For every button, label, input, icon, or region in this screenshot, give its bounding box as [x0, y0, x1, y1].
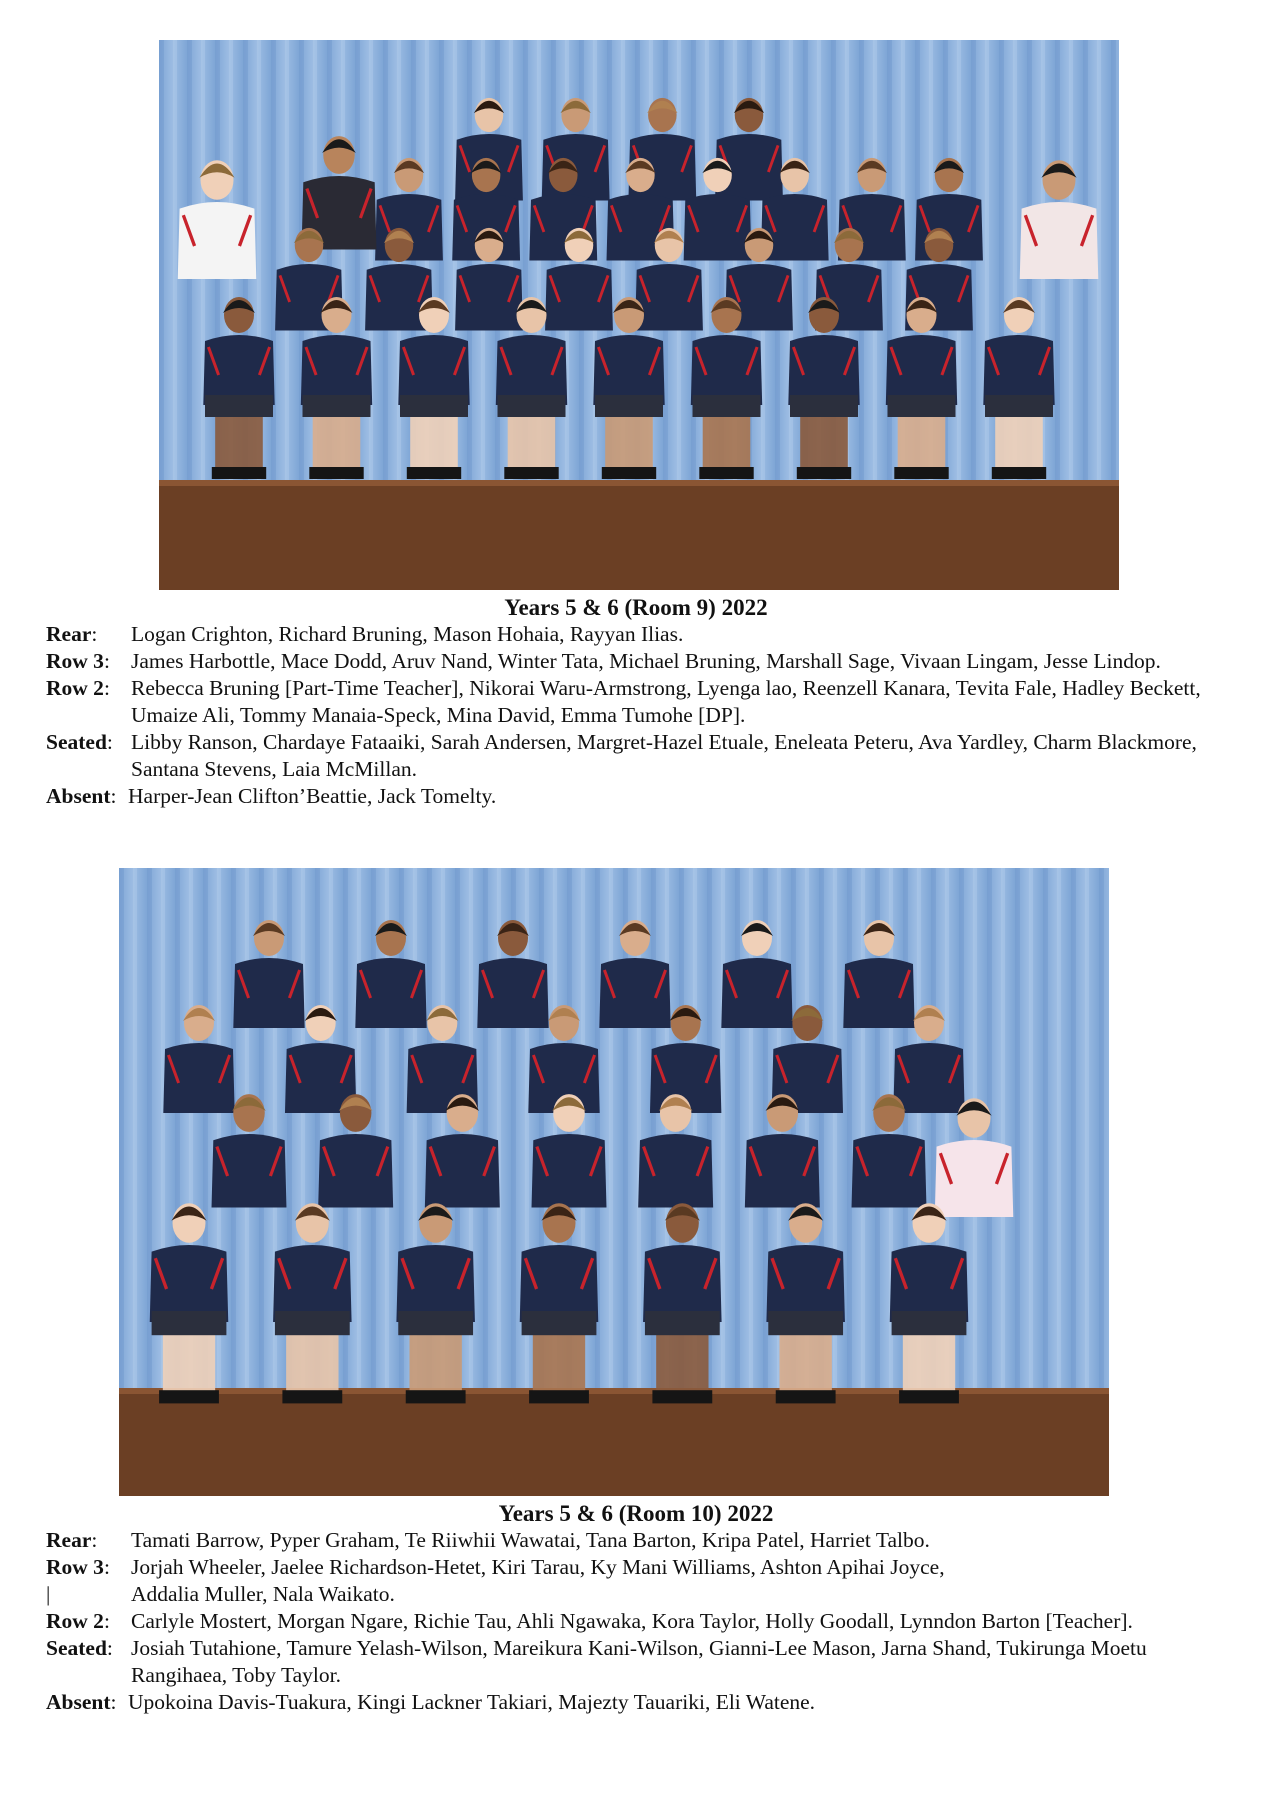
- row-names: Addalia Muller, Nala Waikato.: [131, 1582, 395, 1606]
- names-row-absent: [0, 1689, 1272, 1716]
- room10-class-photo: [119, 868, 1109, 1496]
- room9-class-photo: [159, 40, 1119, 590]
- row-label: Rear:: [46, 622, 98, 646]
- row-label: Row 3:: [46, 649, 110, 673]
- row-label: Seated:: [46, 1636, 113, 1660]
- row-names: Tamati Barrow, Pyper Graham, Te Riiwhii Wawatai, Tana Barton, Kripa Patel, Harriet Talbo.: [131, 1528, 930, 1552]
- names-row-3: [0, 648, 1272, 675]
- row-label: Seated:: [46, 730, 113, 754]
- photo-caption: Years 5 & 6 (Room 9) 2022: [504, 595, 768, 620]
- class-photo-illustration: [119, 868, 1109, 1496]
- row-label: Row 3:: [46, 1555, 110, 1579]
- row-label: Absent:: [46, 784, 117, 808]
- row-names: Carlyle Mostert, Morgan Ngare, Richie Tau, Ahli Ngawaka, Kora Taylor, Holly Goodall, Lynndon Barton [Teacher].: [131, 1609, 1133, 1633]
- row-names: Harper-Jean Clifton’Beattie, Jack Tomelty.: [128, 784, 497, 808]
- row-names: Jorjah Wheeler, Jaelee Richardson-Hetet, Kiri Tarau, Ky Mani Williams, Ashton Apihai Joyce,: [131, 1555, 945, 1579]
- row-label: Row 2:: [46, 1609, 110, 1633]
- row-names: Upokoina Davis-Tuakura, Kingi Lackner Takiari, Majezty Tauariki, Eli Watene.: [128, 1690, 816, 1714]
- photo-caption: Years 5 & 6 (Room 10) 2022: [498, 1501, 774, 1526]
- row-names: Logan Crighton, Richard Bruning, Mason Hohaia, Rayyan Ilias.: [131, 622, 684, 646]
- names-row-absent: [0, 783, 1272, 810]
- names-row-2: [0, 675, 1272, 729]
- names-row-seated: [0, 729, 1272, 783]
- room10-caption-block: [0, 1500, 1272, 1716]
- row-label: Absent:: [46, 1690, 117, 1714]
- names-row-rear: [0, 621, 1272, 648]
- names-row-2: [0, 1608, 1272, 1635]
- row-label: Row 2:: [46, 676, 110, 700]
- row-label: Rear:: [46, 1528, 98, 1552]
- names-row-3: [0, 1554, 1272, 1581]
- names-row-seated: [0, 1635, 1272, 1689]
- names-row-rear: [0, 1527, 1272, 1554]
- row-names: James Harbottle, Mace Dodd, Aruv Nand, Winter Tata, Michael Bruning, Marshall Sage, Vivaan Lingam, Jesse Lindop.: [131, 649, 1161, 673]
- class-photo-illustration: [159, 40, 1119, 590]
- room9-caption-block: [0, 594, 1272, 810]
- row-names: Libby Ranson, Chardaye Fataaiki, Sarah Andersen, Margret-Hazel Etuale, Eneleata Peteru, Ava Yardley, Charm Blackmore, Santana Stevens, Laia McMillan.: [131, 730, 1197, 781]
- row-names: Rebecca Bruning [Part-Time Teacher], Nikorai Waru-Armstrong, Lyenga lao, Reenzell Kanara, Tevita Fale, Hadley Beckett, Umaize Ali, Tommy Manaia-Speck, Mina David, Emma Tumohe [DP].: [131, 676, 1201, 727]
- continuation-mark: |: [46, 1582, 51, 1606]
- row-names: Josiah Tutahione, Tamure Yelash-Wilson, Mareikura Kani-Wilson, Gianni-Lee Mason, Jarna Shand, Tukirunga Moetu Rangihaea, Toby Taylor.: [131, 1636, 1147, 1687]
- names-row-3-continuation: [0, 1581, 1272, 1608]
